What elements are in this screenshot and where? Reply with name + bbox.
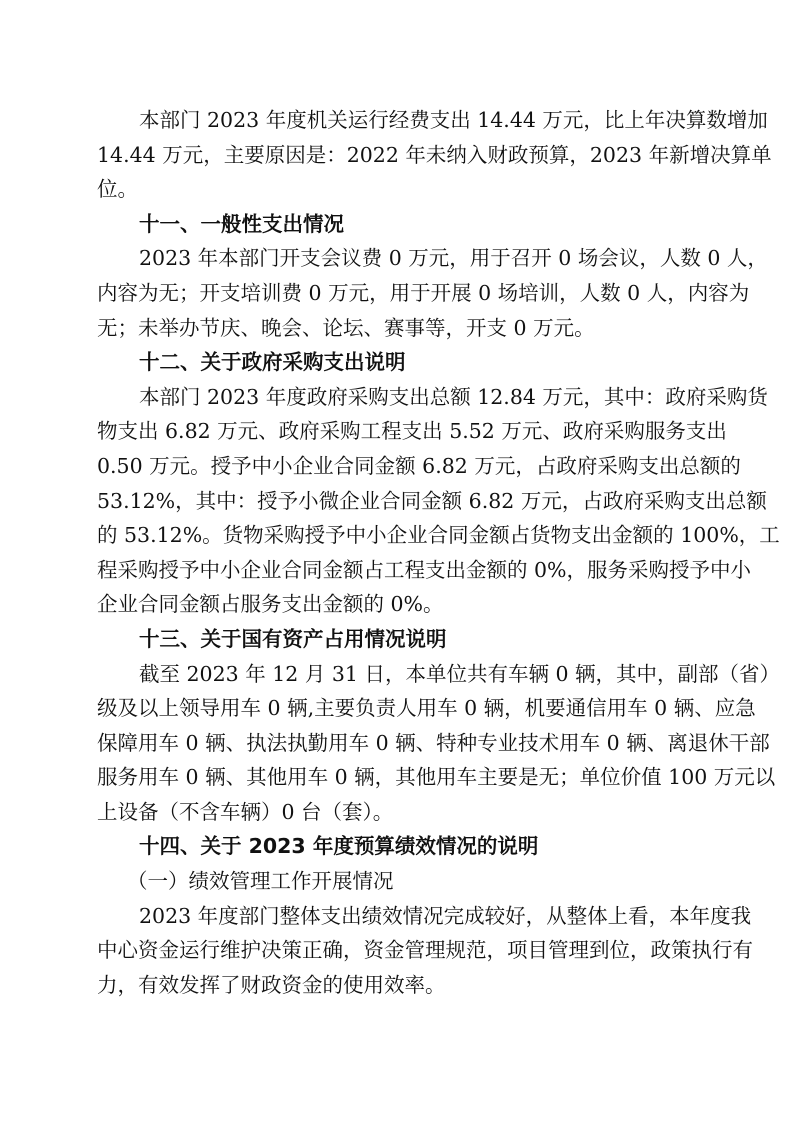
text-line: 的 53.12%。货物采购授予中小企业合同金额占货物支出金额的 100%，工	[97, 523, 780, 548]
text-line: 中心资金运行维护决策正确，资金管理规范，项目管理到位，政策执行有	[97, 938, 753, 963]
text-line: 2023 年本部门开支会议费 0 万元，用于召开 0 场会议，人数 0 人，	[139, 246, 768, 271]
paragraph-operating-expenses	[97, 103, 772, 207]
text-line: 截至 2023 年 12 月 31 日，本单位共有车辆 0 辆，其中，副部（省）	[139, 661, 781, 686]
text-line: 本部门 2023 年度机关运行经费支出 14.44 万元，比上年决算数增加	[139, 108, 768, 132]
paragraph-state-assets	[97, 657, 781, 830]
text-line: 14.44 万元，主要原因是：2022 年未纳入财政预算，2023 年新增决算单	[97, 142, 772, 167]
text-line: 上设备（不含车辆）0 台（套）。	[97, 799, 394, 824]
text-line: 物支出 6.82 万元、政府采购工程支出 5.52 万元、政府采购服务支出	[97, 419, 727, 444]
text-line: 企业合同金额占服务支出金额的 0%。	[97, 592, 444, 617]
section-heading-11: 十一、一般性支出情况	[139, 211, 344, 236]
text-line: 保障用车 0 辆、执法执勤用车 0 辆、特种专业技术用车 0 辆、离退休干部	[97, 730, 770, 755]
text-line: 内容为无；开支培训费 0 万元，用于开展 0 场培训，人数 0 人，内容为	[97, 280, 750, 305]
text-line: 位。	[97, 177, 138, 202]
text-line: 力，有效发挥了财政资金的使用效率。	[97, 972, 446, 997]
text-line: 级及以上领导用车 0 辆,主要负责人用车 0 辆，机要通信用车 0 辆、应急	[97, 696, 756, 721]
text-line: 无；未举办节庆、晚会、论坛、赛事等，开支 0 万元。	[97, 315, 595, 340]
text-line: 0.50 万元。授予中小企业合同金额 6.82 万元，占政府采购支出总额的	[97, 453, 741, 478]
text-line: 程采购授予中小企业合同金额占工程支出金额的 0%，服务采购授予中小	[97, 557, 752, 582]
subsection-heading-14-1: （一）绩效管理工作开展情况	[127, 869, 394, 894]
text-line: 服务用车 0 辆、其他用车 0 辆，其他用车主要是无；单位价值 100 万元以	[97, 765, 776, 790]
text-line: 2023 年度部门整体支出绩效情况完成较好，从整体上看，本年度我	[139, 903, 752, 928]
paragraph-procurement	[97, 380, 780, 622]
paragraph-performance	[97, 899, 753, 1003]
section-heading-13: 十三、关于国有资产占用情况说明	[139, 626, 447, 651]
text-line: 本部门 2023 年度政府采购支出总额 12.84 万元，其中：政府采购货	[139, 384, 768, 409]
section-heading-14: 十四、关于 2023 年度预算绩效情况的说明	[139, 834, 539, 859]
document-page	[97, 103, 781, 1002]
paragraph-general-expenses	[97, 241, 768, 345]
section-heading-12: 十二、关于政府采购支出说明	[139, 350, 406, 375]
text-line: 53.12%，其中：授予小微企业合同金额 6.82 万元，占政府采购支出总额	[97, 488, 767, 513]
